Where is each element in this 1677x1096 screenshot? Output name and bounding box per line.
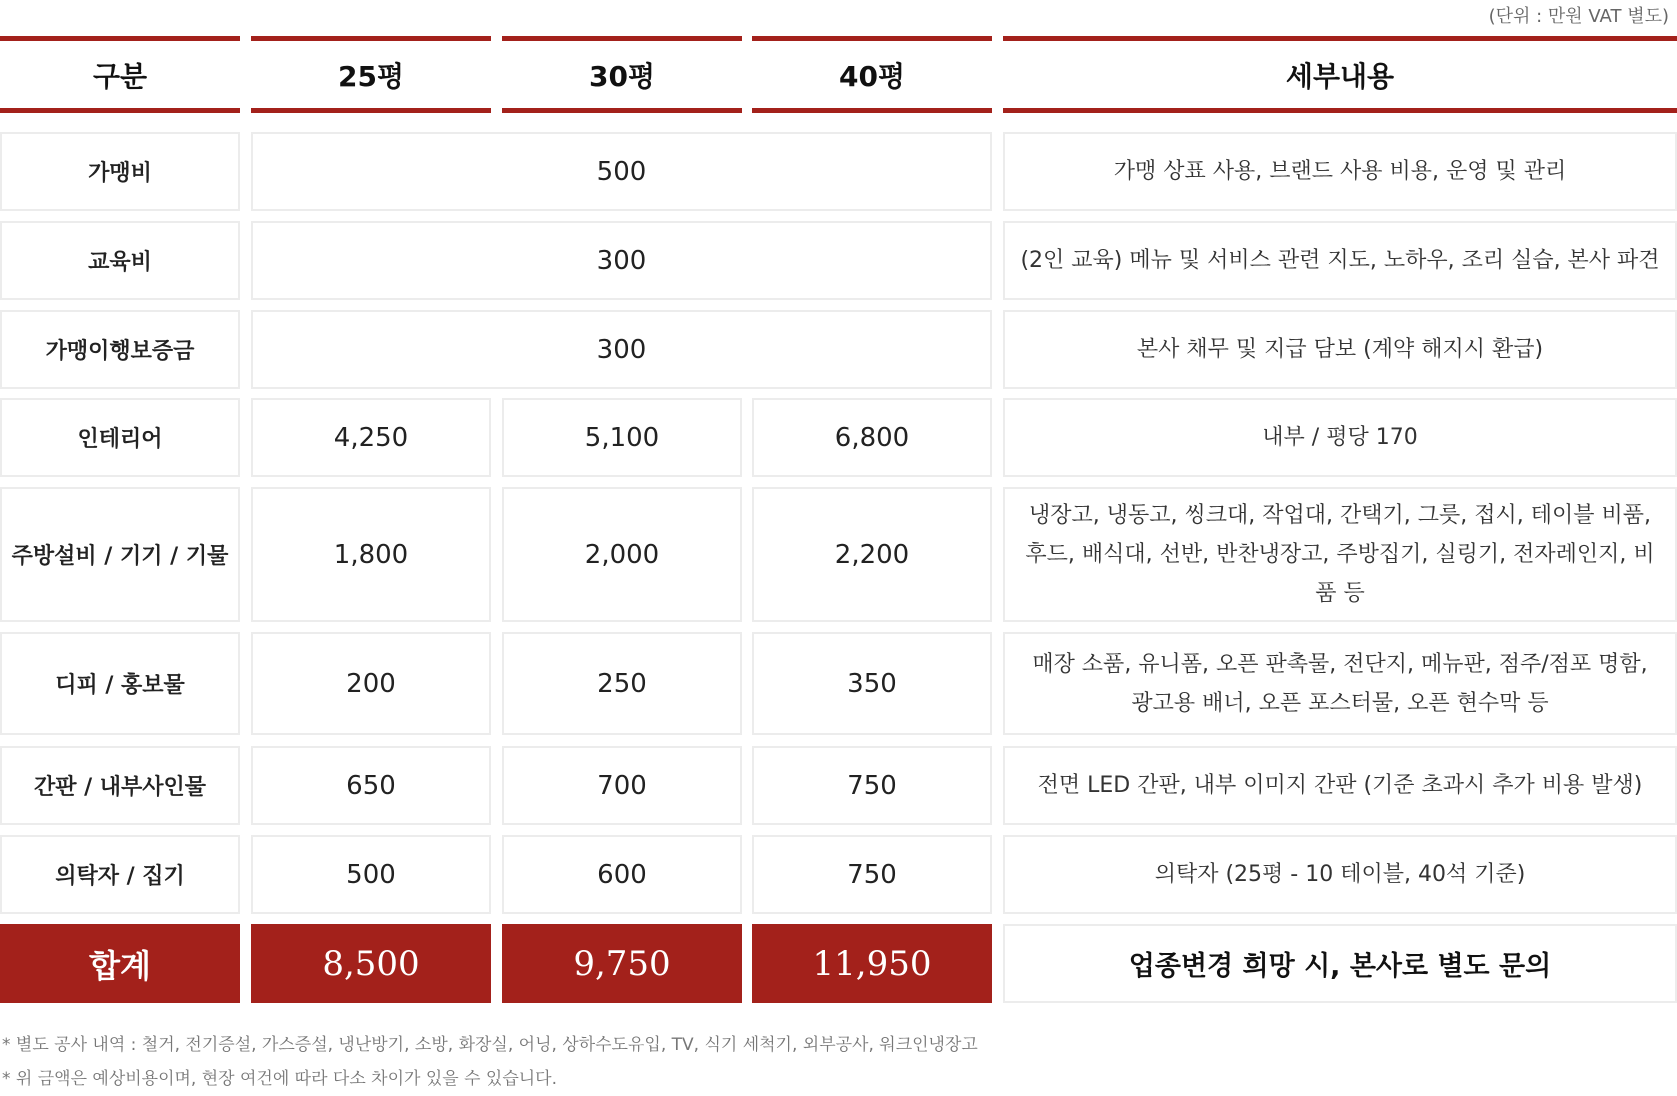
row-furniture-label: 의탁자 / 집기 [0,835,240,914]
row-kitchen-40py: 2,200 [752,487,992,622]
total-label: 합계 [0,924,240,1003]
total-25py: 8,500 [251,924,491,1003]
header-details: 세부내용 [1003,36,1677,113]
unit-note: (단위 : 만원 VAT 별도) [1488,6,1669,27]
row-promo-detail [1003,632,1677,735]
row-signage-detail: 전면 LED 간판, 내부 이미지 간판 (기준 초과시 추가 비용 발생) [1003,746,1677,825]
header-25py: 25평 [251,36,491,113]
total-note: 업종변경 희망 시, 본사로 별도 문의 [1003,924,1677,1003]
row-furniture-detail: 의탁자 (25평 - 10 테이블, 40석 기준) [1003,835,1677,914]
row-kitchen-detail [1003,487,1677,622]
row-education-fee-detail: (2인 교육) 메뉴 및 서비스 관련 지도, 노하우, 조리 실습, 본사 파견 [1003,221,1677,300]
row-promo-40py: 350 [752,632,992,735]
row-kitchen-30py: 2,000 [502,487,742,622]
row-franchise-fee-label: 가맹비 [0,132,240,211]
row-franchise-fee-value: 500 [251,132,992,211]
row-interior-40py: 6,800 [752,398,992,477]
row-signage-25py: 650 [251,746,491,825]
row-furniture-30py: 600 [502,835,742,914]
header-30py: 30평 [502,36,742,113]
row-kitchen-25py: 1,800 [251,487,491,622]
header-category: 구분 [0,36,240,113]
total-40py: 11,950 [752,924,992,1003]
row-kitchen-label: 주방설비 / 기기 / 기물 [0,487,240,622]
row-promo-label: 디피 / 홍보물 [0,632,240,735]
row-deposit-value: 300 [251,310,992,389]
row-promo-30py: 250 [502,632,742,735]
row-kitchen-detail-line2: 후드, 배식대, 선반, 반찬냉장고, 주방집기, 실링기, 전자레인지, 비품 등 [1025,542,1655,606]
row-deposit-label: 가맹이행보증금 [0,310,240,389]
row-signage-label: 간판 / 내부사인물 [0,746,240,825]
row-interior-30py: 5,100 [502,398,742,477]
footnotes [2,1028,978,1096]
row-deposit-detail: 본사 채무 및 지급 담보 (계약 해지시 환급) [1003,310,1677,389]
row-interior-detail: 내부 / 평당 170 [1003,398,1677,477]
row-education-fee-label: 교육비 [0,221,240,300]
total-30py: 9,750 [502,924,742,1003]
row-interior-label: 인테리어 [0,398,240,477]
footnote-extra-construction: * 별도 공사 내역 : 철거, 전기증설, 가스증설, 냉난방기, 소방, 화장실, 어닝, 상하수도유입, TV, 식기 세척기, 외부공사, 워크인냉장고 [2,1035,978,1055]
footnote-estimate-disclaimer: * 위 금액은 예상비용이며, 현장 여건에 따라 다소 차이가 있을 수 있습니다. [2,1069,557,1089]
row-education-fee-value: 300 [251,221,992,300]
row-kitchen-detail-line1: 냉장고, 냉동고, 씽크대, 작업대, 간택기, 그릇, 접시, 테이블 비품, [1029,503,1651,528]
row-signage-40py: 750 [752,746,992,825]
row-furniture-40py: 750 [752,835,992,914]
header-40py: 40평 [752,36,992,113]
row-franchise-fee-detail: 가맹 상표 사용, 브랜드 사용 비용, 운영 및 관리 [1003,132,1677,211]
row-promo-detail-line2: 광고용 배너, 오픈 포스터물, 오픈 현수막 등 [1131,690,1549,716]
row-promo-25py: 200 [251,632,491,735]
row-furniture-25py: 500 [251,835,491,914]
row-promo-detail-line1: 매장 소품, 유니폼, 오픈 판촉물, 전단지, 메뉴판, 점주/점포 명함, [1032,651,1648,677]
row-signage-30py: 700 [502,746,742,825]
row-interior-25py: 4,250 [251,398,491,477]
